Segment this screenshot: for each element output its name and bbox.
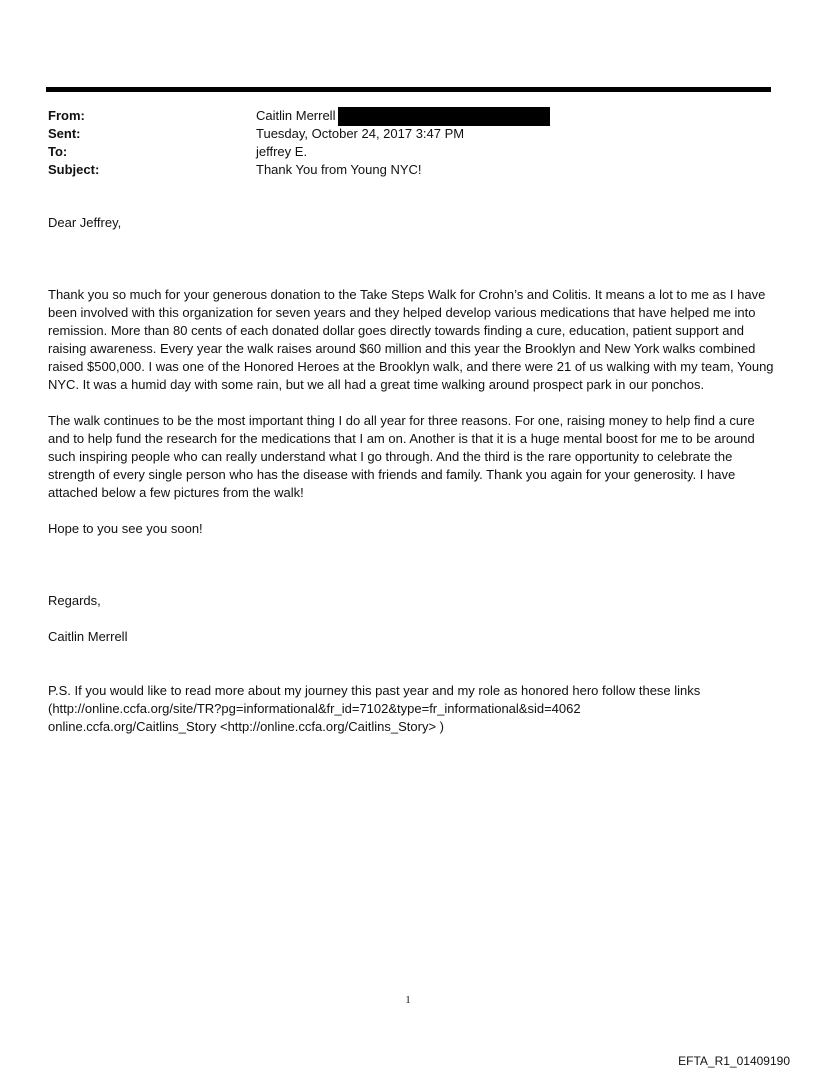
body-paragraph-2: The walk continues to be the most important thing I do all year for three reasons. For one, raising money to help find a cure and to help fund the research for the medications that I am on. Another is that it is a huge mental boost for me to be around such inspiring people who can really understand what I go through. And the third is the rare opportunity to celebrate the strength of every single person who has the disease with friends and family. Thank you again for your generosity. I have attached below a few pictures from the walk! (48, 413, 755, 500)
closing-line: Hope to you see you soon! (48, 521, 203, 536)
redaction-block (338, 107, 550, 126)
ps-line-1: P.S. If you would like to read more about my journey this past year and my role as honored hero follow these links (48, 683, 701, 698)
signature: Caitlin Merrell (48, 629, 128, 644)
to-value: jeffrey E. (256, 144, 308, 159)
from-label: From: (48, 108, 85, 123)
page-number: 1 (405, 994, 411, 1006)
to-label: To: (48, 144, 68, 159)
sent-value: Tuesday, October 24, 2017 3:47 PM (256, 126, 465, 141)
from-value: Caitlin Merrell (256, 108, 336, 123)
email-header (48, 107, 768, 179)
from-row (48, 107, 768, 125)
body-paragraph-1: Thank you so much for your generous donation to the Take Steps Walk for Crohn’s and Colitis. It means a lot to me as I have been involved with this organization for seven years and they helped develop various medications that have helped me into remission. More than 80 cents of each donated dollar goes directly towards finding a cure, education, patient support and raising awareness. Every year the walk raises around $60 million and this year the Brooklyn and New York walks combined raised $500,000. I was one of the Honored Heroes at the Brooklyn walk, and there were 21 of us walking with my team, Young NYC. It was a humid day with some rain, but we all had a great time walking around prospect park in our ponchos. (48, 287, 774, 392)
document-id: EFTA_R1_01409190 (678, 1054, 790, 1068)
sent-label: Sent: (48, 126, 81, 141)
header-divider (46, 87, 771, 92)
ps-link-2[interactable]: online.ccfa.org/Caitlins_Story <http://online.ccfa.org/Caitlins_Story> ) (48, 719, 444, 734)
subject-label: Subject: (48, 162, 100, 177)
from-value-wrap (256, 107, 768, 125)
subject-row (48, 161, 768, 179)
sign-off: Regards, (48, 593, 101, 608)
subject-value: Thank You from Young NYC! (256, 162, 422, 177)
to-row (48, 143, 768, 161)
sent-row (48, 125, 768, 143)
greeting: Dear Jeffrey, (48, 215, 122, 230)
email-body (48, 214, 776, 736)
ps-link-1[interactable]: (http://online.ccfa.org/site/TR?pg=informational&fr_id=7102&type=fr_informational&sid=4062 (48, 701, 581, 716)
